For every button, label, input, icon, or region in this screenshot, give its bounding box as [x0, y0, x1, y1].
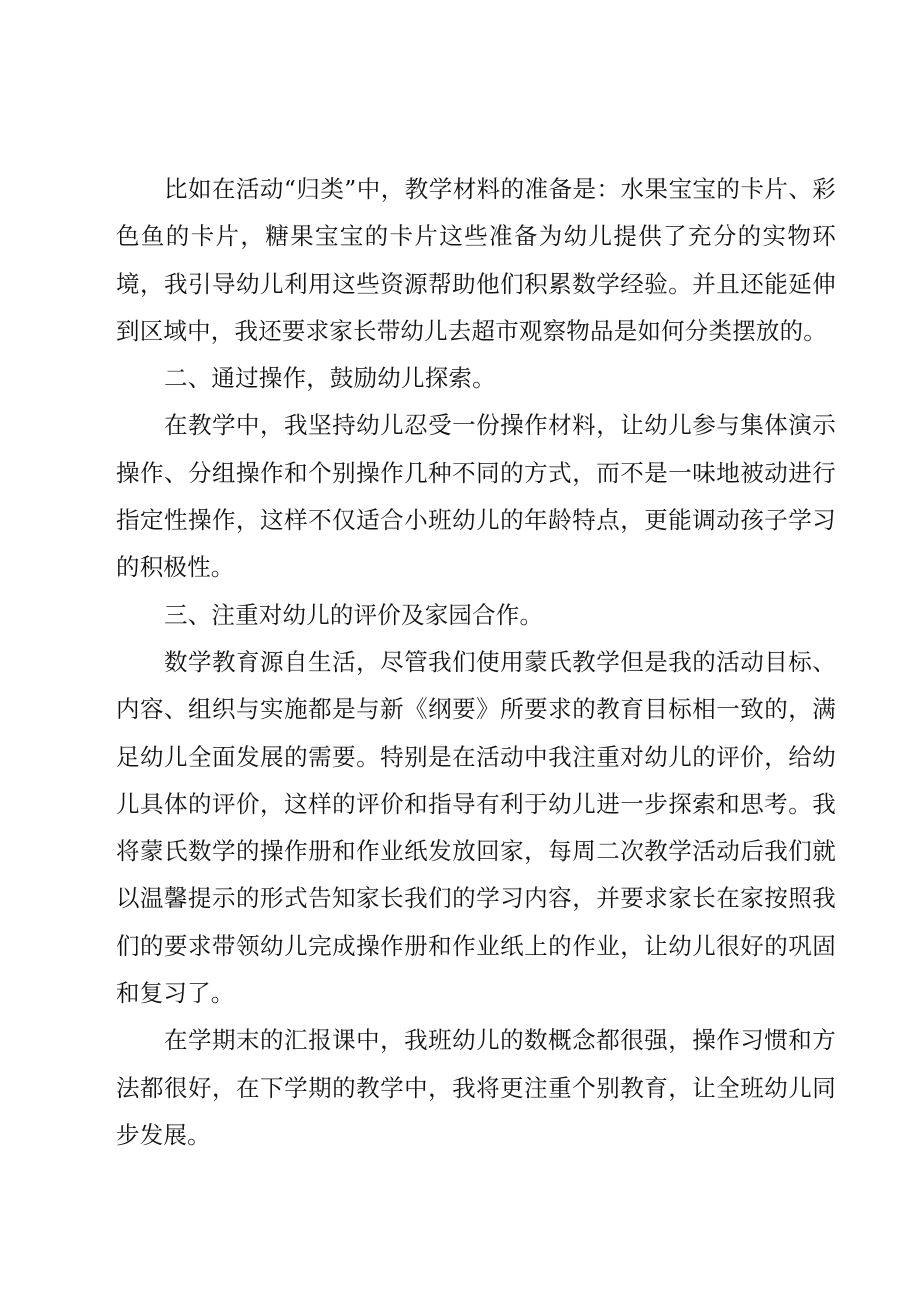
paragraph-operation: 在教学中，我坚持幼儿忍受一份操作材料，让幼儿参与集体演示操作、分组操作和个别操作几种不同的方式，而不是一味地被动进行指定性操作，这样不仅适合小班幼儿的年龄特点，更能调动孩子学习的积极性。: [116, 411, 836, 582]
paragraph-term-end: 在学期末的汇报课中，我班幼儿的数概念都很强，操作习惯和方法都很好，在下学期的教学中，我将更注重个别教育，让全班幼儿同步发展。: [116, 1026, 836, 1149]
paragraph-category-activity: 比如在活动“归类”中，教学材料的准备是：水果宝宝的卡片、彩色鱼的卡片，糖果宝宝的卡片这些准备为幼儿提供了充分的实物环境，我引导幼儿利用这些资源帮助他们积累数学经验。并且还能延伸到区域中，我还要求家长带幼儿去超市观察物品是如何分类摆放的。: [116, 175, 836, 345]
paragraph-evaluation: 数学教育源自生活，尽管我们使用蒙氏教学但是我的活动目标、内容、组织与实施都是与新《纲要》所要求的教育目标相一致的，满足幼儿全面发展的需要。特别是在活动中我注重对幼儿的评价，给幼儿具体的评价，这样的评价和指导有利于幼儿进一步探索和思考。我将蒙氏数学的操作册和作业纸发放回家，每周二次教学活动后我们就以温馨提示的形式告知家长我们的学习内容，并要求家长在家按照我们的要求带领幼儿完成操作册和作业纸上的作业，让幼儿很好的巩固和复习了。: [116, 647, 836, 1008]
document-body: [116, 166, 836, 1159]
heading-section-3: 三、注重对幼儿的评价及家园合作。: [164, 600, 544, 629]
heading-section-2: 二、通过操作，鼓励幼儿探索。: [164, 364, 496, 393]
